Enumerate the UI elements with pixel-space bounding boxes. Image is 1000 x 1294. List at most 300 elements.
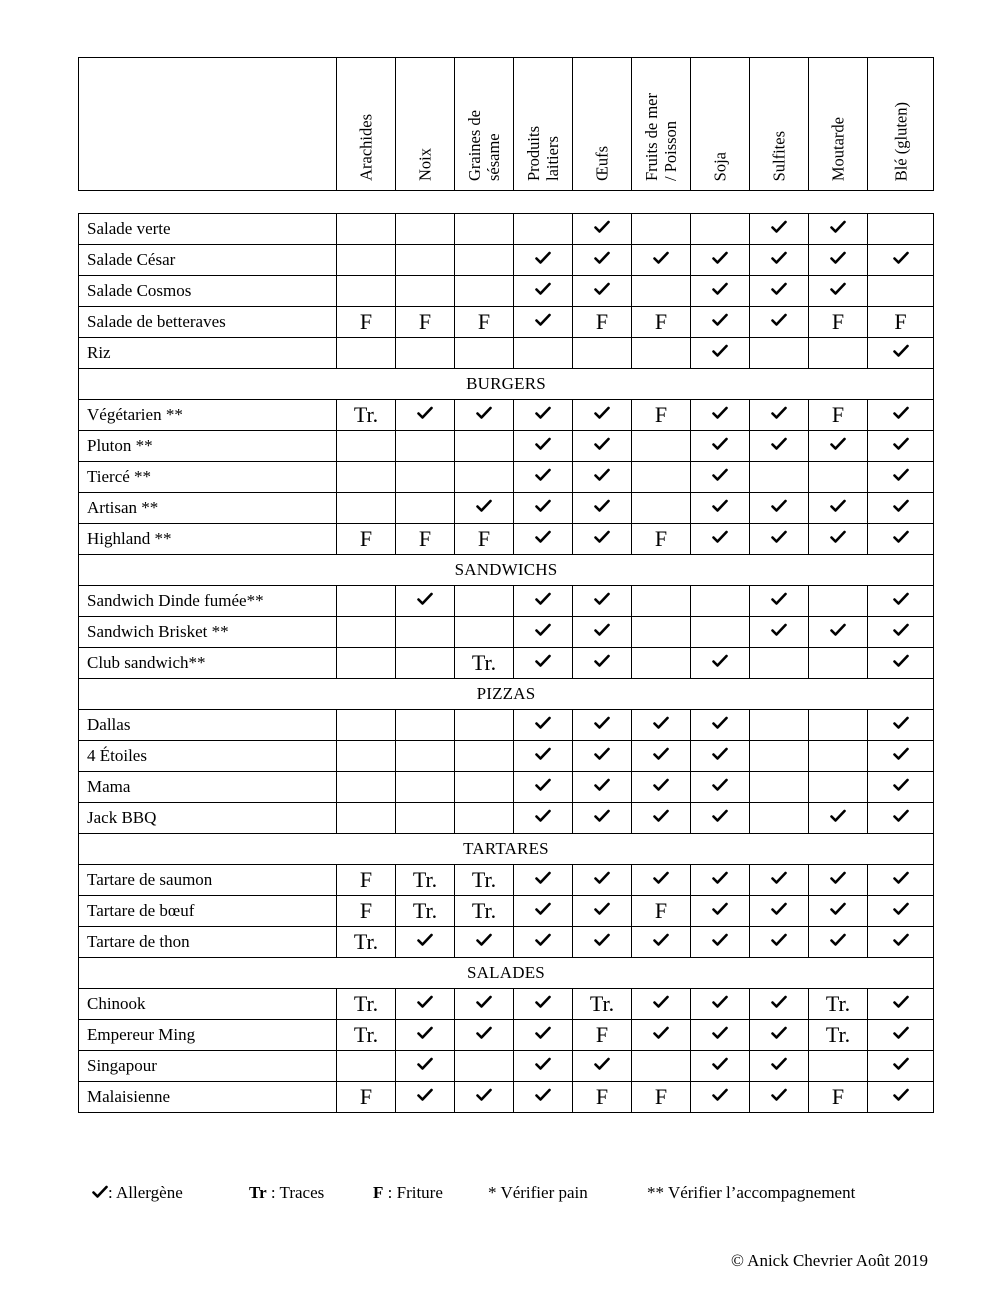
check-icon [594,1057,610,1071]
legend-verifier-accompagnement: ** Vérifier l’accompagnement [647,1183,856,1202]
allergen-mark-cell [691,772,750,803]
allergen-mark-cell [691,214,750,245]
check-icon [535,313,551,327]
allergen-mark-cell [514,307,573,338]
allergen-mark-cell [396,307,455,338]
allergen-mark-cell [514,772,573,803]
check-icon [830,220,846,234]
allergen-mark-cell [868,276,934,307]
dish-name: Artisan ** [79,493,337,524]
allergen-mark-cell [573,648,632,679]
check-icon [893,871,909,885]
check-icon [476,1026,492,1040]
check-icon [594,654,610,668]
allergen-mark-cell [691,400,750,431]
table-row [79,307,934,338]
dish-name: Salade Cosmos [79,276,337,307]
allergen-label-text: Œufs [592,146,612,181]
check-icon [594,933,610,947]
allergen-mark-cell [455,431,514,462]
allergen-mark-cell [396,338,455,369]
allergen-mark-cell [868,307,934,338]
check-icon [712,933,728,947]
table-row [79,865,934,896]
allergen-label [465,110,503,181]
check-icon [594,902,610,916]
check-icon [535,468,551,482]
allergen-mark-cell [809,586,868,617]
check-icon [476,406,492,420]
check-icon [893,530,909,544]
allergen-mark-cell [868,1082,934,1113]
friture-mark: F [831,402,845,427]
allergen-mark-cell [455,803,514,834]
check-icon [535,871,551,885]
allergen-mark-cell [750,338,809,369]
allergen-mark-cell [514,617,573,648]
check-icon [535,592,551,606]
traces-mark: Tr. [353,1022,379,1047]
check-icon [535,654,551,668]
dish-name: Tartare de bœuf [79,896,337,927]
check-icon [830,530,846,544]
allergen-mark-cell [514,431,573,462]
allergen-mark-cell [809,493,868,524]
check-icon [594,251,610,265]
allergen-mark-cell [691,741,750,772]
allergen-label-text: Arachides [356,114,376,181]
allergen-header-cell [573,58,632,191]
section-title: SANDWICHS [79,555,934,586]
friture-mark: F [654,309,668,334]
allergen-mark-cell [573,1020,632,1051]
allergen-header-cell [514,58,573,191]
allergen-mark-cell [337,617,396,648]
dish-name: Salade de betteraves [79,307,337,338]
allergen-mark-cell [632,431,691,462]
check-icon [535,716,551,730]
allergen-mark-cell [632,462,691,493]
allergen-mark-cell [809,338,868,369]
traces-mark: Tr. [589,991,615,1016]
allergen-label [416,148,435,181]
allergen-mark-cell [750,927,809,958]
allergen-label [593,146,612,181]
allergen-mark-cell [632,989,691,1020]
allergen-mark-cell [573,307,632,338]
allergen-mark-cell [632,338,691,369]
check-icon [771,406,787,420]
allergen-mark-cell [632,772,691,803]
check-icon [712,282,728,296]
allergen-mark-cell [691,617,750,648]
allergen-mark-cell [868,338,934,369]
allergen-mark-cell [750,617,809,648]
allergen-mark-cell [632,307,691,338]
check-icon [771,933,787,947]
table-row [79,276,934,307]
friture-mark: F [654,898,668,923]
check-icon [594,530,610,544]
section-header-row [79,958,934,989]
allergen-mark-cell [573,245,632,276]
allergen-mark-cell [750,524,809,555]
allergen-mark-cell [809,710,868,741]
section-header-row [79,834,934,865]
dish-name: Empereur Ming [79,1020,337,1051]
check-icon [771,1057,787,1071]
allergen-mark-cell [337,803,396,834]
allergen-mark-cell [573,400,632,431]
allergen-mark-cell [750,462,809,493]
friture-mark: F [654,1084,668,1109]
allergen-mark-cell [750,896,809,927]
allergen-table [78,213,934,1113]
check-icon [893,778,909,792]
section-title: PIZZAS [79,679,934,710]
allergen-mark-cell [396,431,455,462]
traces-mark: Tr. [412,867,438,892]
allergen-mark-cell [396,524,455,555]
allergen-mark-cell [337,710,396,741]
check-icon [830,282,846,296]
check-icon [476,933,492,947]
allergen-mark-cell [337,927,396,958]
allergen-mark-cell [691,276,750,307]
check-icon [712,747,728,761]
check-icon [594,468,610,482]
allergen-mark-cell [337,1082,396,1113]
allergen-header-cell [455,58,514,191]
allergen-mark-cell [868,617,934,648]
allergen-mark-cell [868,803,934,834]
allergen-mark-cell [868,648,934,679]
check-icon [594,809,610,823]
check-icon [830,809,846,823]
allergen-mark-cell [868,214,934,245]
section-title: TARTARES [79,834,934,865]
allergen-mark-cell [750,1020,809,1051]
allergen-mark-cell [750,648,809,679]
friture-mark: F [831,1084,845,1109]
allergen-mark-cell [573,865,632,896]
dish-name: Mama [79,772,337,803]
allergen-header-cell [809,58,868,191]
allergen-mark-cell [514,648,573,679]
check-icon [476,1088,492,1102]
allergen-mark-cell [691,803,750,834]
allergen-label [524,126,562,181]
check-icon [712,437,728,451]
allergen-mark-cell [396,214,455,245]
check-icon [535,902,551,916]
allergen-mark-cell [573,710,632,741]
allergen-mark-cell [868,741,934,772]
allergen-mark-cell [632,617,691,648]
allergen-mark-cell [455,1020,514,1051]
dish-name: Riz [79,338,337,369]
allergen-mark-cell [455,245,514,276]
legend-allergen-text: : Allergène [108,1183,183,1202]
allergen-header-cell [337,58,396,191]
allergen-mark-cell [632,586,691,617]
check-icon [535,995,551,1009]
allergen-mark-cell [809,462,868,493]
allergen-mark-cell [573,338,632,369]
allergen-mark-cell [573,989,632,1020]
check-icon [712,468,728,482]
allergen-mark-cell [809,865,868,896]
allergen-mark-cell [396,1082,455,1113]
dish-name: Club sandwich** [79,648,337,679]
allergen-label [642,93,680,181]
check-icon [830,871,846,885]
allergen-label-text: Blé (gluten) [891,101,910,181]
allergen-label [357,114,376,181]
check-icon [594,437,610,451]
table-row [79,896,934,927]
friture-mark: F [654,526,668,551]
table-row [79,524,934,555]
check-icon [830,251,846,265]
check-icon [653,778,669,792]
allergen-mark-cell [337,431,396,462]
check-icon [893,747,909,761]
allergen-mark-cell [750,803,809,834]
allergen-mark-cell [514,741,573,772]
table-row [79,462,934,493]
allergen-mark-cell [809,989,868,1020]
section-title: SALADES [79,958,934,989]
table-row [79,1051,934,1082]
allergen-mark-cell [691,927,750,958]
check-icon [771,530,787,544]
check-icon [771,623,787,637]
check-icon [712,251,728,265]
allergen-mark-cell [337,338,396,369]
check-icon [535,437,551,451]
check-icon [771,902,787,916]
friture-mark: F [359,898,373,923]
allergen-mark-cell [514,245,573,276]
dish-name: Sandwich Dinde fumée** [79,586,337,617]
dish-name: Tartare de thon [79,927,337,958]
allergen-mark-cell [337,1051,396,1082]
check-icon [653,995,669,1009]
check-icon [417,406,433,420]
check-icon [893,1057,909,1071]
check-icon [594,747,610,761]
allergen-header-cell [396,58,455,191]
allergen-mark-cell [337,493,396,524]
friture-mark: F [418,309,432,334]
check-icon [653,716,669,730]
allergen-mark-cell [750,431,809,462]
traces-mark: Tr. [825,1022,851,1047]
check-icon [594,623,610,637]
allergen-mark-cell [455,989,514,1020]
allergen-header-cell [632,58,691,191]
allergen-mark-cell [750,214,809,245]
friture-mark: F [477,309,491,334]
allergen-mark-cell [455,307,514,338]
allergen-header-cell [750,58,809,191]
allergen-mark-cell [809,214,868,245]
traces-mark: Tr. [471,898,497,923]
check-icon [893,468,909,482]
legend-friture [373,1183,443,1203]
legend-traces-text: : Traces [266,1183,325,1202]
allergen-mark-cell [514,710,573,741]
allergen-mark-cell [514,865,573,896]
allergen-mark-cell [337,989,396,1020]
traces-mark: Tr. [353,929,379,954]
check-icon [712,716,728,730]
dish-name: Malaisienne [79,1082,337,1113]
allergen-mark-cell [396,710,455,741]
allergen-mark-cell [337,307,396,338]
allergen-mark-cell [691,989,750,1020]
check-icon [535,778,551,792]
check-icon [476,995,492,1009]
allergen-mark-cell [691,493,750,524]
allergen-mark-cell [632,1020,691,1051]
allergen-mark-cell [868,431,934,462]
check-icon [893,933,909,947]
dish-name: Sandwich Brisket ** [79,617,337,648]
allergen-mark-cell [396,927,455,958]
check-icon [893,995,909,1009]
table-row [79,338,934,369]
allergen-mark-cell [868,524,934,555]
allergen-mark-cell [337,586,396,617]
allergen-mark-cell [396,803,455,834]
check-icon [830,933,846,947]
friture-mark: F [595,309,609,334]
check-icon [830,437,846,451]
check-icon [771,282,787,296]
allergen-mark-cell [868,245,934,276]
allergen-mark-cell [396,989,455,1020]
check-icon [771,871,787,885]
allergen-mark-cell [337,865,396,896]
allergen-mark-cell [632,896,691,927]
check-icon [653,871,669,885]
check-icon [417,995,433,1009]
allergen-mark-cell [514,493,573,524]
allergen-label-text: Produits laitiers [524,125,562,181]
check-icon [712,871,728,885]
check-icon [893,809,909,823]
check-icon [594,716,610,730]
allergen-mark-cell [455,741,514,772]
allergen-mark-cell [809,431,868,462]
traces-mark: Tr. [412,898,438,923]
legend-traces [249,1183,324,1203]
allergen-mark-cell [809,307,868,338]
check-icon [594,871,610,885]
allergen-mark-cell [396,400,455,431]
allergen-mark-cell [868,493,934,524]
allergen-mark-cell [750,276,809,307]
check-icon [594,778,610,792]
allergen-mark-cell [337,648,396,679]
dish-name: Jack BBQ [79,803,337,834]
check-icon [712,1026,728,1040]
allergen-mark-cell [337,245,396,276]
allergen-label-text: Noix [415,148,435,181]
allergen-mark-cell [514,524,573,555]
traces-mark: Tr. [353,991,379,1016]
allergen-mark-cell [809,772,868,803]
allergen-mark-cell [691,710,750,741]
check-icon [893,592,909,606]
allergen-mark-cell [573,803,632,834]
dish-name: Végétarien ** [79,400,337,431]
allergen-mark-cell [809,1082,868,1113]
allergen-mark-cell [573,586,632,617]
check-icon [771,251,787,265]
check-icon [417,933,433,947]
check-icon [893,344,909,358]
allergen-label-text: Sulfites [769,130,789,181]
check-icon [712,406,728,420]
allergen-mark-cell [691,1020,750,1051]
allergen-mark-cell [455,1051,514,1082]
dish-name: Salade César [79,245,337,276]
table-row [79,648,934,679]
copyright: © Anick Chevrier Août 2019 [730,1251,928,1270]
allergen-mark-cell [632,1051,691,1082]
allergen-mark-cell [868,586,934,617]
allergen-mark-cell [396,865,455,896]
allergen-mark-cell [809,245,868,276]
check-icon [771,437,787,451]
check-icon [535,251,551,265]
table-row [79,245,934,276]
allergen-mark-cell [573,1082,632,1113]
check-icon [893,716,909,730]
allergen-mark-cell [868,772,934,803]
allergen-mark-cell [455,400,514,431]
allergen-mark-cell [455,586,514,617]
allergen-mark-cell [573,1051,632,1082]
traces-mark: Tr. [825,991,851,1016]
check-icon [771,499,787,513]
allergen-mark-cell [632,214,691,245]
allergen-header-row [79,58,934,191]
allergen-mark-cell [514,896,573,927]
allergen-label-text: Fruits de mer / Poisson [642,93,680,181]
header-empty-cell [79,58,337,191]
allergen-mark-cell [632,927,691,958]
allergen-mark-cell [514,927,573,958]
check-icon [771,1088,787,1102]
allergen-mark-cell [337,276,396,307]
check-icon [712,1088,728,1102]
allergen-mark-cell [455,927,514,958]
check-icon [535,623,551,637]
allergen-mark-cell [337,214,396,245]
table-row [79,586,934,617]
allergen-mark-cell [868,710,934,741]
allergen-mark-cell [691,896,750,927]
check-icon [535,1088,551,1102]
table-row [79,1020,934,1051]
allergen-mark-cell [455,772,514,803]
allergen-mark-cell [691,648,750,679]
traces-mark: Tr. [353,402,379,427]
